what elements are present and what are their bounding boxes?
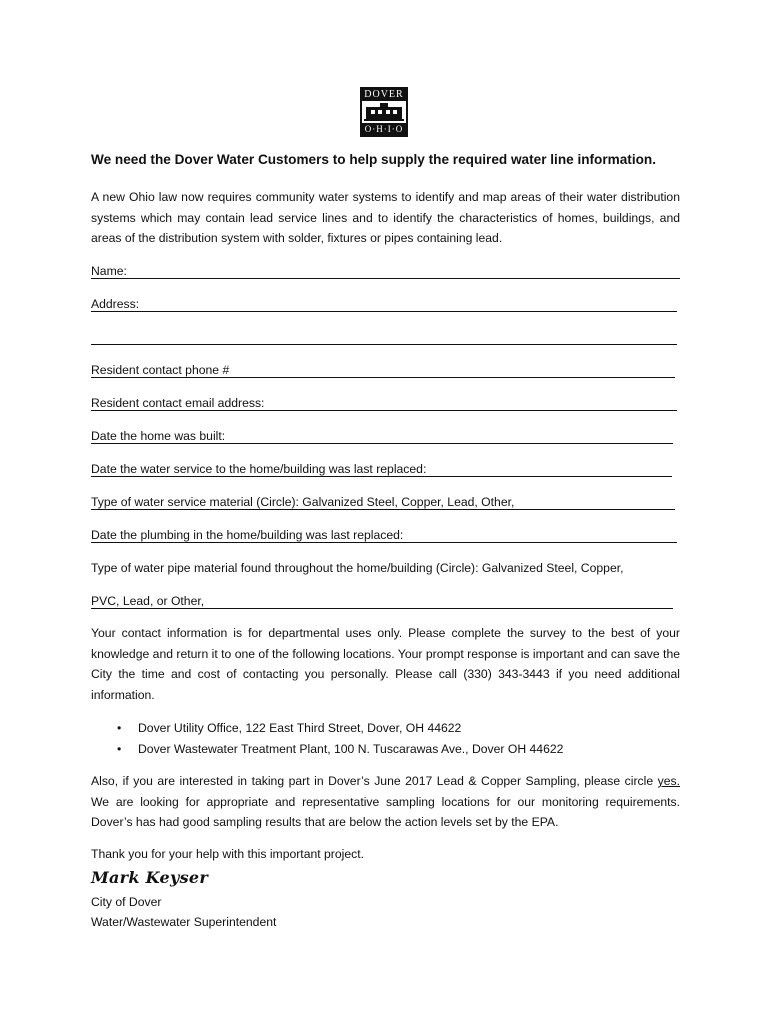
logo-top-text: DOVER (362, 89, 406, 101)
logo-bottom-text: O·H·I·O (362, 123, 406, 135)
pipe-material-label-continued: PVC, Lead, or Other, (91, 594, 205, 608)
address-label: Address: (91, 297, 140, 311)
service-replaced-date-field[interactable] (91, 461, 672, 477)
phone-field[interactable] (91, 362, 675, 378)
home-built-date-field[interactable] (91, 428, 673, 444)
address-line-2-field[interactable] (91, 329, 677, 345)
page-title: We need the Dover Water Customers to help supply the required water line information. (91, 152, 656, 167)
service-replaced-label: Date the water service to the home/building was last replaced: (91, 462, 427, 476)
email-field[interactable] (91, 395, 677, 411)
bullet-icon: • (117, 742, 122, 756)
organization-name: City of Dover (91, 895, 162, 909)
pipe-material-label: Type of water pipe material found throughout the home/building (Circle): Galvanized Steel, Copper, (91, 561, 624, 575)
name-field[interactable] (91, 263, 680, 279)
sampling-text: Also, if you are interested in taking part in Dover’s June 2017 Lead & Copper Sampling, please circle (91, 774, 658, 788)
location-text: Dover Utility Office, 122 East Third Street, Dover, OH 44622 (138, 721, 462, 735)
list-item (91, 718, 680, 739)
plumbing-replaced-label: Date the plumbing in the home/building was last replaced: (91, 528, 404, 542)
return-locations-list (91, 718, 680, 760)
signature: Mark Keyser (91, 868, 209, 887)
thanks-text: Thank you for your help with this important project. (91, 847, 364, 861)
home-built-label: Date the home was built: (91, 429, 226, 443)
yes-option[interactable]: yes. (657, 774, 680, 788)
dover-ohio-logo (360, 87, 408, 137)
position-title: Water/Wastewater Superintendent (91, 915, 277, 929)
list-item (91, 739, 680, 760)
pipe-material-field[interactable] (91, 560, 653, 576)
intro-paragraph: A new Ohio law now requires community water systems to identify and map areas of their water distribution systems which may contain lead service lines and to identify the characteristics of homes, buildings, and areas of the distribution system with solder, fixtures or pipes containing lead. (91, 190, 680, 245)
sampling-text-end: We are looking for appropriate and representative sampling locations for our monitoring requirements. Dover’s has had good sampling results that are below the action levels set by the EPA. (91, 794, 680, 829)
address-field[interactable] (91, 296, 677, 312)
location-text: Dover Wastewater Treatment Plant, 100 N. Tuscarawas Ave., Dover OH 44622 (138, 742, 564, 756)
service-material-label: Type of water service material (Circle): Galvanized Steel, Copper, Lead, Other, (91, 495, 515, 509)
pipe-material-other-field[interactable] (91, 593, 673, 609)
bullet-icon: • (117, 721, 122, 735)
name-label: Name: (91, 264, 127, 278)
contact-paragraph: Your contact information is for departmental uses only. Please complete the survey to the best of your knowledge and return it to one of the following locations. Your prompt response is important and can save the City the time and cost of contacting you personally. Please call (330) 343-3443 if you need additional information. (91, 626, 680, 702)
service-material-field[interactable] (91, 494, 675, 510)
sampling-paragraph (91, 771, 680, 833)
phone-label: Resident contact phone # (91, 363, 230, 377)
building-icon (362, 101, 406, 123)
email-label: Resident contact email address: (91, 396, 265, 410)
plumbing-replaced-date-field[interactable] (91, 527, 677, 543)
